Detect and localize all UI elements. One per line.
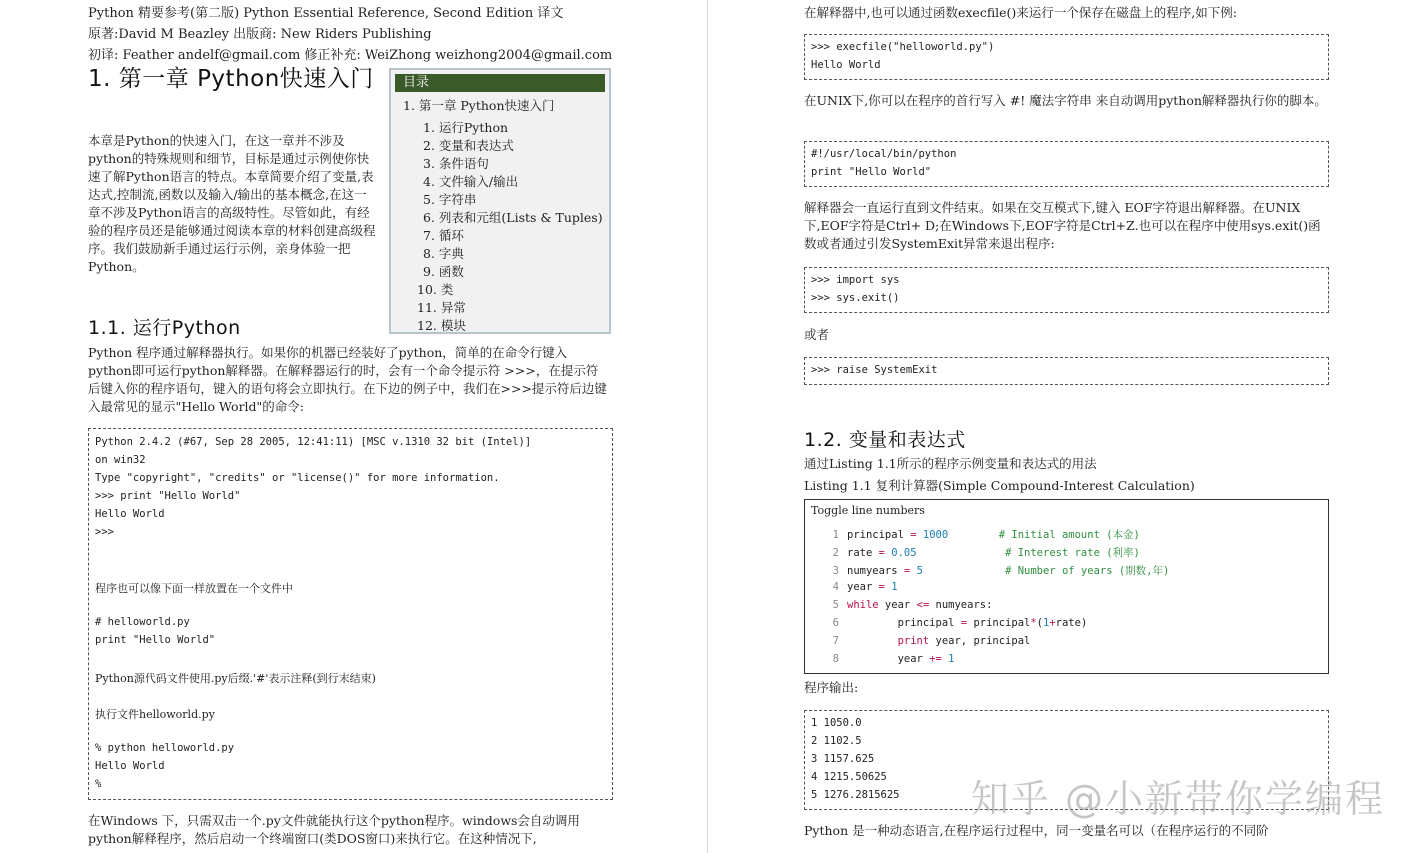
code-line: on win32	[95, 454, 146, 466]
output-line: 2 1102.5	[811, 735, 862, 747]
line-number: 2	[832, 547, 839, 559]
right-page	[711, 0, 1421, 853]
code-block-interpreter	[88, 428, 613, 800]
toc-item[interactable]: 5. 字符串	[423, 192, 477, 207]
toc-item[interactable]: 7. 循环	[423, 228, 464, 243]
code-line: Python 2.4.2 (#67, Sep 28 2005, 12:41:11) [MSC v.1310 32 bit (Intel)]	[95, 436, 532, 448]
toc-item[interactable]: 10. 类	[417, 282, 454, 297]
code-block-sys-exit	[804, 267, 1329, 313]
toc-item[interactable]: 4. 文件输入/输出	[423, 174, 519, 189]
line-number: 1	[832, 529, 839, 541]
code-line: >>> import sys	[811, 274, 900, 286]
section-title-1-2: 1.2. 变量和表达式	[804, 429, 966, 451]
code-line: 执行文件helloworld.py	[95, 708, 215, 721]
toc-heading: 目录	[395, 74, 605, 92]
listing-line: 8 year += 1	[817, 653, 955, 665]
code-line: Hello World	[95, 760, 165, 772]
line-number: 4	[832, 581, 839, 593]
listing-line: 4 year = 1	[817, 581, 898, 593]
code-line: 程序也可以像下面一样放置在一个文件中	[95, 582, 293, 595]
left-page	[0, 0, 705, 853]
table-of-contents	[389, 68, 611, 334]
listing-intro: 通过Listing 1.1所示的程序示例变量和表达式的用法	[804, 456, 1097, 471]
code-line: # helloworld.py	[95, 616, 190, 628]
toc-item[interactable]: 11. 异常	[417, 300, 466, 315]
line-number: 6	[832, 617, 839, 629]
listing-line: 3 numyears = 5 # Number of years (期数,年)	[817, 563, 1169, 578]
doc-header-line-1: Python 精要参考(第二版) Python Essential Reference, Second Edition 译文	[88, 6, 564, 21]
code-listing-1-1	[804, 499, 1329, 674]
chapter-intro: 本章是Python的快速入门，在这一章并不涉及python的特殊规则和细节，目标是通过示例使你快速了解Python语言的特点。本章简要介绍了变量,表达式,控制流,函数以及输入/输出的基本概念,在这一章不涉及Python语言的高级特性。尽管如此，有经验的程序员还是能够通过阅读本章的材料创建高级程序。我们鼓励新手通过运行示例，亲身体验一把Python。	[88, 133, 376, 274]
code-line: >>> raise SystemExit	[811, 364, 938, 376]
code-block-shebang	[804, 141, 1329, 187]
output-label: 程序输出:	[804, 680, 859, 695]
toc-item[interactable]: 3. 条件语句	[423, 156, 489, 171]
section-paragraph: Python 程序通过解释器执行。如果你的机器已经装好了python，简单的在命令行键入python即可运行python解释器。在解释器运行的时，会有一个命令提示符 >>>，在提示符后键入你的程序语句，键入的语句将会立即执行。在下边的例子中，我们在>>>提示符后边键入最常见的显示"Hello World"的命令:	[88, 345, 607, 414]
toc-item[interactable]: 12. 模块	[417, 318, 466, 333]
code-line: >>>	[95, 526, 114, 538]
toggle-line-numbers-link[interactable]: Toggle line numbers	[811, 504, 925, 517]
doc-header-line-2: 原著:David M Beazley 出版商: New Riders Publishing	[88, 27, 432, 42]
toc-item[interactable]: 8. 字典	[423, 246, 464, 261]
toc-chapter-link[interactable]: 1. 第一章 Python快速入门	[403, 98, 555, 113]
code-line: % python helloworld.py	[95, 742, 235, 754]
output-line: 1 1050.0	[811, 717, 862, 729]
toc-item[interactable]: 9. 函数	[423, 264, 464, 279]
dynamic-language-paragraph: Python 是一种动态语言,在程序运行过程中，同一变量名可以（在程序运行的不同阶	[804, 823, 1269, 838]
listing-line: 2 rate = 0.05 # Interest rate (利率)	[817, 545, 1140, 560]
line-number: 3	[832, 565, 839, 577]
page-divider	[707, 0, 708, 853]
code-line: Hello World	[811, 59, 881, 71]
windows-paragraph: 在Windows 下，只需双击一个.py文件就能执行这个python程序。windows会自动调用python解释程序，然后启动一个终端窗口(类DOS窗口)来执行它。在这种情况下,	[88, 813, 580, 846]
code-block-raise	[804, 357, 1329, 385]
listing-line: 5 while year <= numyears:	[817, 599, 992, 611]
code-line: >>> execfile("helloworld.py")	[811, 41, 995, 53]
section-title-1-1: 1.1. 运行Python	[88, 317, 241, 339]
listing-line: 6 principal = principal*(1+rate)	[817, 617, 1087, 629]
line-number: 7	[832, 635, 839, 647]
output-line: 3 1157.625	[811, 753, 875, 765]
line-number: 8	[832, 653, 839, 665]
listing-caption: Listing 1.1 复利计算器(Simple Compound-Interest Calculation)	[804, 478, 1195, 493]
code-line: %	[95, 778, 102, 790]
code-line: Type "copyright", "credits" or "license()" for more information.	[95, 472, 500, 484]
code-line: Python源代码文件使用.py后缀.'#'表示注释(到行末结束)	[95, 672, 376, 685]
output-line: 5 1276.2815625	[811, 789, 900, 801]
output-line: 4 1215.50625	[811, 771, 887, 783]
code-line: Hello World	[95, 508, 165, 520]
toc-item[interactable]: 2. 变量和表达式	[423, 138, 514, 153]
toc-item[interactable]: 1. 运行Python	[423, 120, 509, 135]
eof-paragraph: 解释器会一直运行直到文件结束。如果在交互模式下,键入 EOF字符退出解释器。在UNIX下,EOF字符是Ctrl+ D;在Windows下,EOF字符是Ctrl+Z.也可以在程序中使用sys.exit()函数或者通过引发SystemExit异常来退出程序:	[804, 200, 1321, 251]
unix-paragraph: 在UNIX下,你可以在程序的首行写入 #! 魔法字符串 来自动调用python解释器执行你的脚本。	[804, 93, 1327, 108]
execfile-paragraph: 在解释器中,也可以通过函数execfile()来运行一个保存在磁盘上的程序,如下例:	[804, 5, 1237, 20]
listing-line: 7 print year, principal	[817, 635, 1030, 647]
doc-header-line-3: 初译: Feather andelf@gmail.com 修正补充: WeiZhong weizhong2004@gmail.com	[88, 48, 613, 63]
code-block-execfile	[804, 34, 1329, 80]
code-line: print "Hello World"	[811, 166, 932, 178]
toc-item[interactable]: 6. 列表和元组(Lists & Tuples)	[423, 210, 603, 225]
code-line: print "Hello World"	[95, 634, 216, 646]
code-line: >>> print "Hello World"	[95, 490, 241, 502]
or-text: 或者	[804, 327, 830, 342]
watermark: 知乎 @小新带你学编程	[970, 777, 1385, 821]
code-line: #!/usr/local/bin/python	[811, 148, 957, 160]
line-number: 5	[832, 599, 839, 611]
code-line: >>> sys.exit()	[811, 292, 900, 304]
listing-line: 1 principal = 1000 # Initial amount (本金)	[817, 527, 1140, 542]
chapter-title: 1. 第一章 Python快速入门	[88, 66, 374, 92]
